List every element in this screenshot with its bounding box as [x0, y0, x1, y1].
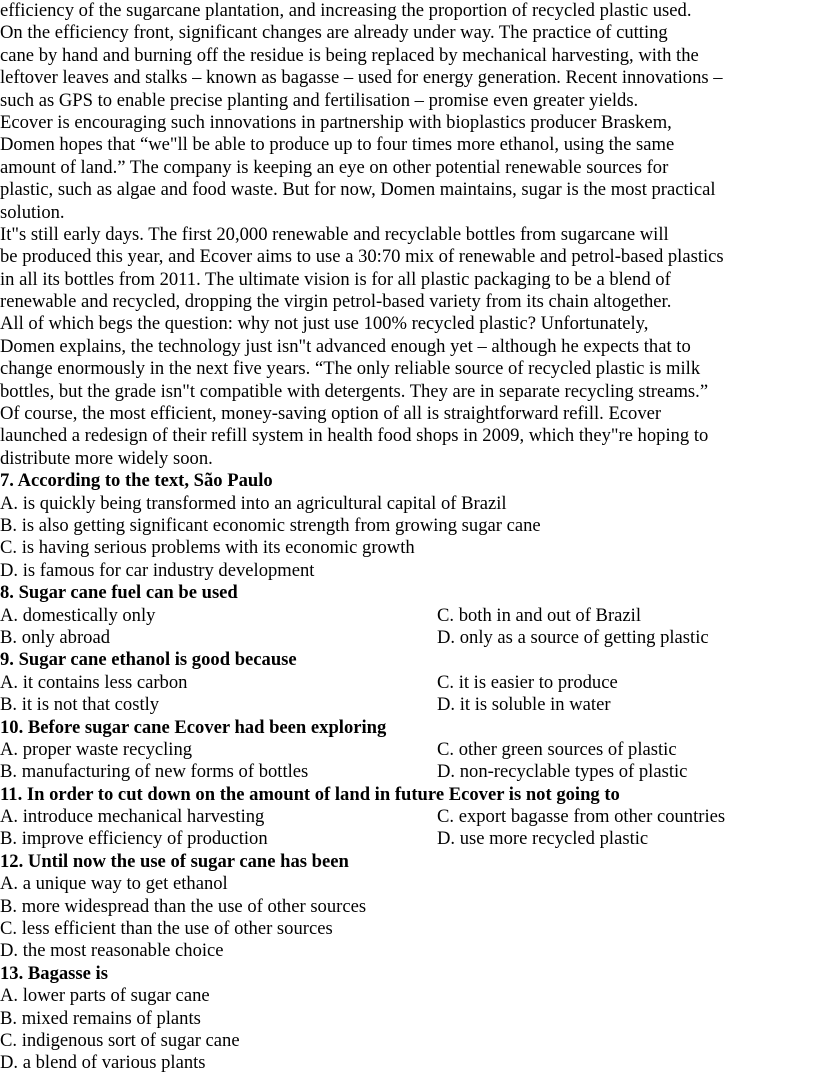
answer-option-row [0, 739, 800, 761]
question-block [0, 582, 800, 649]
answer-option-row [0, 828, 800, 850]
passage-line: cane by hand and burning off the residue is being replaced by mechanical harvesting, with the [0, 44, 699, 66]
passage-line: leftover leaves and stalks – known as bagasse – used for energy generation. Recent innovations – [0, 67, 723, 89]
question-block [0, 717, 800, 784]
question-stem: 7. According to the text, São Paulo [0, 470, 273, 492]
answer-option: A. a unique way to get ethanol [0, 873, 228, 895]
answer-option: B. manufacturing of new forms of bottles [0, 761, 309, 783]
passage-line: bottles, but the grade isn"t compatible with detergents. They are in separate recycling streams.” [0, 380, 709, 402]
passage-line: Domen hopes that “we"ll be able to produce up to four times more ethanol, using the same [0, 134, 675, 156]
answer-option: C. indigenous sort of sugar cane [0, 1029, 240, 1051]
answer-option: D. the most reasonable choice [0, 940, 224, 962]
passage-line: amount of land.” The company is keeping an eye on other potential renewable sources for [0, 156, 669, 178]
answer-option: D. only as a source of getting plastic [437, 626, 709, 648]
answer-option: D. non-recyclable types of plastic [437, 761, 688, 783]
passage-line: plastic, such as algae and food waste. But for now, Domen maintains, sugar is the most practical [0, 179, 716, 201]
passage-line: Of course, the most efficient, money-saving option of all is straightforward refill. Ecover [0, 403, 662, 425]
passage-line: such as GPS to enable precise planting and fertilisation – promise even greater yields. [0, 89, 639, 111]
passage-line: Domen explains, the technology just isn"t advanced enough yet – although he expects that to [0, 335, 691, 357]
answer-option: C. it is easier to produce [437, 671, 618, 693]
passage-line: efficiency of the sugarcane plantation, and increasing the proportion of recycled plastic used. [0, 0, 692, 21]
passage-line: in all its bottles from 2011. The ultimate vision is for all plastic packaging to be a blend of [0, 268, 671, 290]
answer-option: D. a blend of various plants [0, 1052, 206, 1074]
passage-line: All of which begs the question: why not just use 100% recycled plastic? Unfortunately, [0, 313, 649, 335]
answer-option: B. improve efficiency of production [0, 828, 268, 850]
question-block [0, 963, 800, 1075]
answer-option: A. is quickly being transformed into an agricultural capital of Brazil [0, 492, 507, 514]
passage-line: renewable and recycled, dropping the virgin petrol-based variety from its chain altogether. [0, 291, 672, 313]
question-block [0, 784, 800, 851]
passage-line: Ecover is encouraging such innovations in partnership with bioplastics producer Braskem, [0, 111, 672, 133]
answer-option: D. use more recycled plastic [437, 828, 649, 850]
answer-option: C. less efficient than the use of other sources [0, 918, 333, 940]
answer-option-row [0, 627, 800, 649]
answer-option: B. mixed remains of plants [0, 1007, 201, 1029]
question-stem: 9. Sugar cane ethanol is good because [0, 649, 297, 671]
answer-option: B. only abroad [0, 626, 110, 648]
answer-option: A. introduce mechanical harvesting [0, 806, 265, 828]
question-stem: 8. Sugar cane fuel can be used [0, 582, 238, 604]
answer-option: A. it contains less carbon [0, 671, 188, 693]
question-stem: 11. In order to cut down on the amount of land in future Ecover is not going to [0, 783, 620, 805]
answer-option: A. domestically only [0, 604, 156, 626]
answer-option: C. both in and out of Brazil [437, 604, 641, 626]
passage-line: launched a redesign of their refill system in health food shops in 2009, which they"re hoping to [0, 425, 709, 447]
answer-option: B. it is not that costly [0, 694, 160, 716]
question-block [0, 649, 800, 716]
question-stem: 12. Until now the use of sugar cane has been [0, 850, 349, 872]
answer-option-row [0, 761, 800, 783]
answer-option: B. is also getting significant economic strength from growing sugar cane [0, 514, 541, 536]
passage-line: distribute more widely soon. [0, 447, 213, 469]
answer-option: C. other green sources of plastic [437, 738, 677, 760]
passage-line: On the efficiency front, significant changes are already under way. The practice of cutting [0, 22, 668, 44]
answer-option: B. more widespread than the use of other sources [0, 895, 367, 917]
answer-option: A. lower parts of sugar cane [0, 985, 210, 1007]
answer-option: D. is famous for car industry development [0, 559, 315, 581]
question-block [0, 470, 800, 582]
answer-option-row [0, 672, 800, 694]
passage-line: change enormously in the next five years. “The only reliable source of recycled plastic is milk [0, 358, 701, 380]
answer-option: C. is having serious problems with its economic growth [0, 537, 415, 559]
question-stem: 10. Before sugar cane Ecover had been exploring [0, 716, 387, 738]
answer-option-row [0, 806, 800, 828]
passage-line: It"s still early days. The first 20,000 renewable and recyclable bottles from sugarcane will [0, 223, 669, 245]
question-stem: 13. Bagasse is [0, 962, 108, 984]
reading-passage [0, 0, 800, 470]
answer-option: D. it is soluble in water [437, 694, 611, 716]
passage-line: be produced this year, and Ecover aims to use a 30:70 mix of renewable and petrol-based plastics [0, 246, 724, 268]
answer-option: A. proper waste recycling [0, 738, 193, 760]
answer-option-row [0, 605, 800, 627]
question-list [0, 470, 800, 1075]
answer-option-row [0, 694, 800, 716]
passage-line: solution. [0, 201, 65, 223]
question-block [0, 851, 800, 963]
answer-option: C. export bagasse from other countries [437, 806, 726, 828]
